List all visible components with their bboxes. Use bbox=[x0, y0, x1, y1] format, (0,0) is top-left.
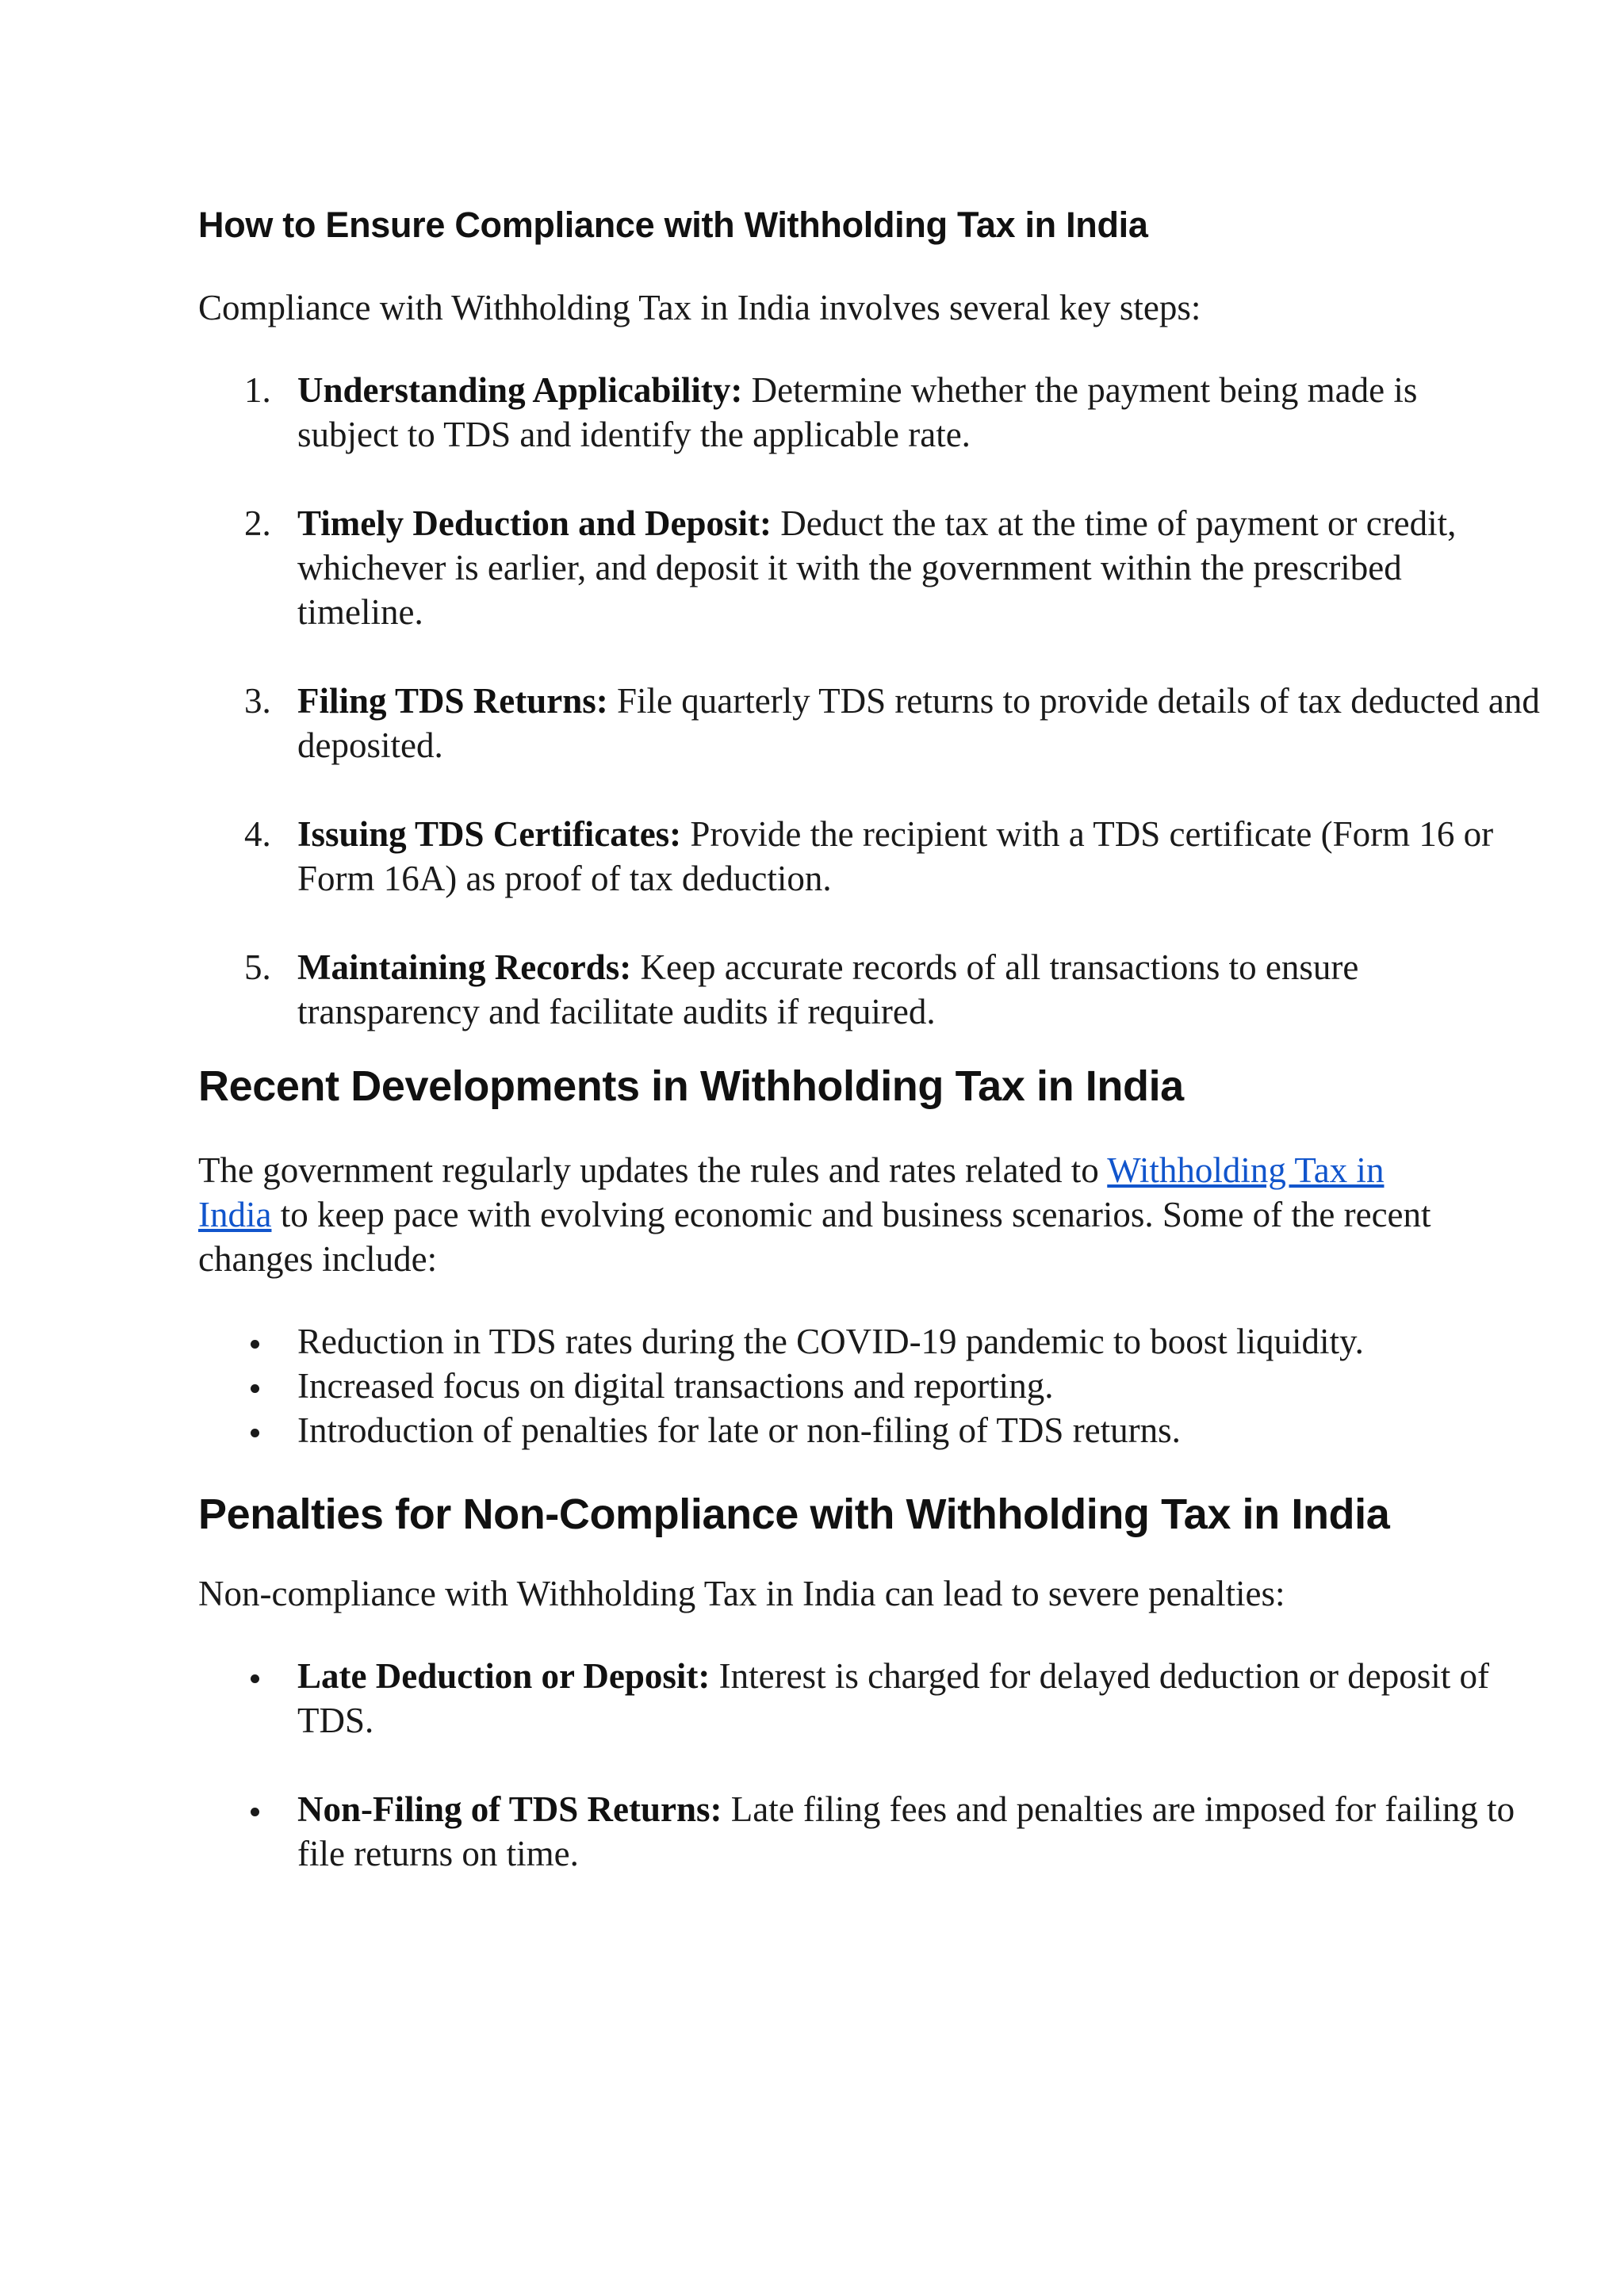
list-number: 5. bbox=[244, 947, 271, 987]
compliance-steps-list bbox=[198, 368, 1540, 1034]
list-item bbox=[198, 945, 1487, 1034]
bullet-text: Introduction of penalties for late or non-filing of TDS returns. bbox=[297, 1410, 1181, 1450]
penalty-text: Late filing fees and penalties are imposed for failing to file returns on time. bbox=[297, 1789, 1515, 1873]
step-title: Understanding Applicability: bbox=[297, 370, 743, 410]
step-text: File quarterly TDS returns to provide details of tax deducted and deposited. bbox=[297, 681, 1540, 765]
recent-changes-list bbox=[198, 1319, 1443, 1452]
list-number: 3. bbox=[244, 681, 271, 721]
step-text: Provide the recipient with a TDS certificate (Form 16 or Form 16A) as proof of tax deduction. bbox=[297, 814, 1494, 898]
bullet-icon bbox=[251, 1384, 259, 1393]
section-intro-penalties: Non-compliance with Withholding Tax in India can lead to severe penalties: bbox=[198, 1574, 1285, 1613]
penalty-title: Late Deduction or Deposit: bbox=[297, 1656, 710, 1696]
section-heading-recent-developments: Recent Developments in Withholding Tax in India bbox=[198, 1062, 1184, 1110]
list-item bbox=[198, 1408, 1443, 1452]
section-intro-compliance: Compliance with Withholding Tax in India involves several key steps: bbox=[198, 288, 1201, 327]
bullet-text: Increased focus on digital transactions and reporting. bbox=[297, 1366, 1054, 1406]
bullet-icon bbox=[251, 1429, 259, 1437]
bullet-icon bbox=[251, 1808, 259, 1816]
withholding-tax-link[interactable]: Withholding Tax in India bbox=[198, 1150, 1385, 1234]
list-number: 4. bbox=[244, 814, 271, 854]
penalty-text: Interest is charged for delayed deduction or deposit of TDS. bbox=[297, 1656, 1489, 1740]
step-title: Issuing TDS Certificates: bbox=[297, 814, 682, 854]
step-title: Timely Deduction and Deposit: bbox=[297, 503, 772, 543]
bullet-icon bbox=[251, 1674, 259, 1683]
step-text: Deduct the tax at the time of payment or credit, whichever is earlier, and deposit it with the government within the prescribed timeline. bbox=[297, 503, 1457, 632]
penalty-title: Non-Filing of TDS Returns: bbox=[297, 1789, 722, 1829]
list-item bbox=[198, 679, 1550, 767]
list-item bbox=[198, 1364, 1443, 1408]
step-text: Determine whether the payment being made is subject to TDS and identify the applicable rate. bbox=[297, 370, 1418, 454]
intro-text-after: to keep pace with evolving economic and business scenarios. Some of the recent changes include: bbox=[198, 1195, 1431, 1279]
intro-text-before: The government regularly updates the rules and rates related to bbox=[198, 1150, 1108, 1190]
section-heading-penalties: Penalties for Non-Compliance with Withholding Tax in India bbox=[198, 1490, 1390, 1538]
section-intro-recent-developments bbox=[198, 1148, 1443, 1281]
bullet-icon bbox=[251, 1340, 259, 1349]
list-number: 1. bbox=[244, 370, 271, 410]
list-number: 2. bbox=[244, 503, 271, 543]
step-text: Keep accurate records of all transactions to ensure transparency and facilitate audits if required. bbox=[297, 947, 1359, 1031]
list-item bbox=[198, 1654, 1534, 1743]
list-item bbox=[198, 812, 1534, 901]
penalties-list bbox=[198, 1654, 1515, 1876]
section-heading-compliance: How to Ensure Compliance with Withholding Tax in India bbox=[198, 205, 1148, 245]
list-item bbox=[198, 368, 1519, 457]
document-page bbox=[198, 200, 1540, 1876]
list-item bbox=[198, 1787, 1534, 1876]
step-title: Filing TDS Returns: bbox=[297, 681, 608, 721]
list-item bbox=[198, 1319, 1455, 1364]
step-title: Maintaining Records: bbox=[297, 947, 632, 987]
bullet-text: Reduction in TDS rates during the COVID-19 pandemic to boost liquidity. bbox=[297, 1322, 1364, 1361]
list-item bbox=[198, 501, 1534, 634]
